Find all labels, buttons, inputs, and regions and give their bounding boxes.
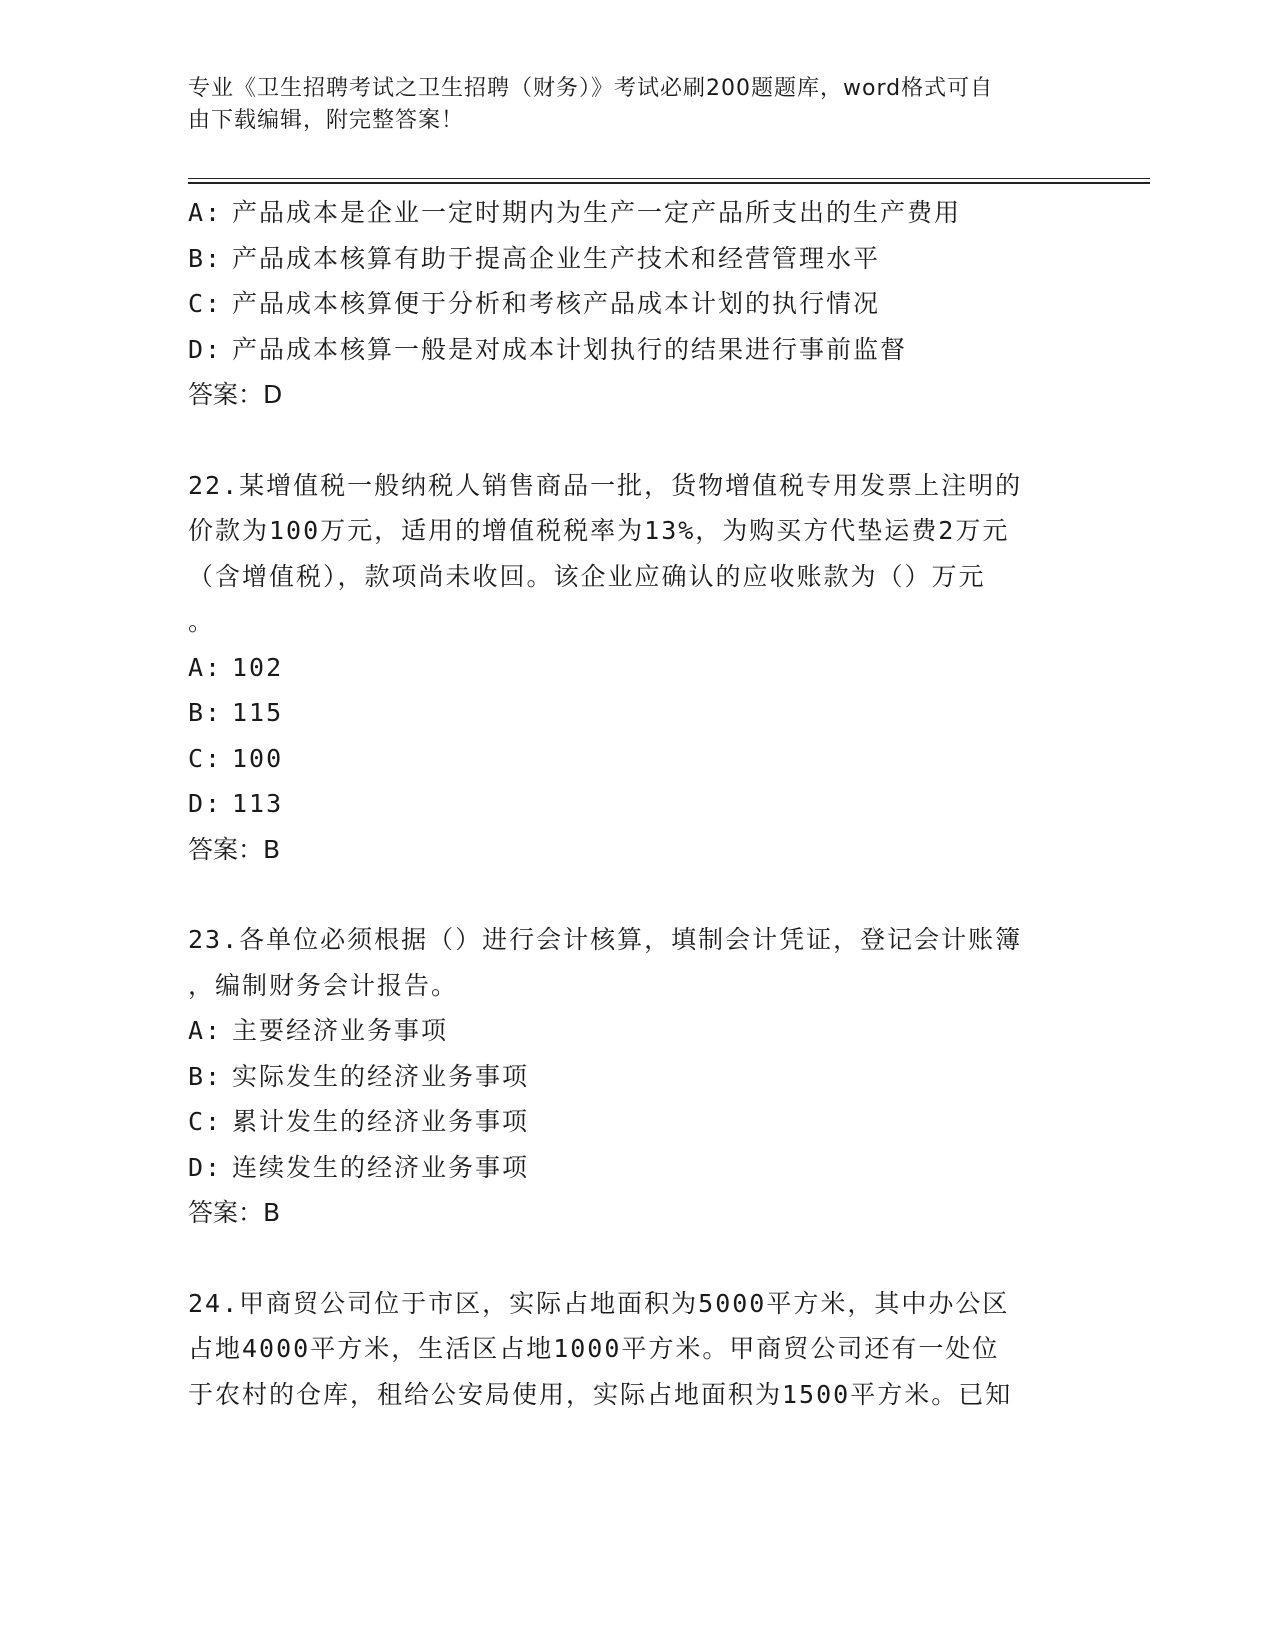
option-b (188, 690, 1088, 736)
question-content (188, 190, 1088, 1417)
question-24-block (188, 1281, 1088, 1418)
option-b (188, 236, 1088, 282)
option-key: C: (188, 289, 223, 318)
option-text: 102 (232, 652, 284, 682)
option-key: A: (188, 198, 223, 227)
option-text: 主要经济业务事项 (232, 1016, 449, 1045)
question-stem-line: 24.甲商贸公司位于市区，实际占地面积为5000平方米，其中办公区 (188, 1288, 1010, 1318)
question-stem-line: 占地4000平方米，生活区占地1000平方米。甲商贸公司还有一处位 (188, 1334, 1000, 1363)
option-a (188, 645, 1088, 691)
option-key: A: (188, 652, 223, 682)
option-key: A: (188, 1016, 223, 1045)
option-c (188, 1099, 1088, 1145)
option-d (188, 1145, 1088, 1191)
question-stem-line: 价款为100万元，适用的增值税税率为13%，为购买方代垫运费2万元 (188, 516, 1010, 545)
question-22-block (188, 463, 1088, 873)
question-stem-line: 于农村的仓库，租给公安局使用，实际占地面积为1500平方米。已知 (188, 1379, 1013, 1409)
option-text: 100 (232, 743, 284, 773)
option-d (188, 327, 1088, 373)
option-key: B: (188, 1061, 223, 1091)
option-b (188, 1054, 1088, 1100)
option-text: 115 (232, 698, 284, 727)
question-stem-line: ，编制财务会计报告。 (188, 970, 459, 1000)
option-text: 产品成本核算有助于提高企业生产技术和经营管理水平 (232, 243, 881, 273)
option-text: 产品成本核算便于分析和考核产品成本计划的执行情况 (232, 289, 881, 318)
header-divider-thick (188, 182, 1150, 184)
option-c (188, 736, 1088, 782)
answer-line: 答案：B (188, 1198, 281, 1227)
question-21-block (188, 190, 1088, 418)
option-text: 累计发生的经济业务事项 (232, 1107, 530, 1136)
answer-line: 答案：D (188, 380, 283, 409)
option-key: D: (188, 334, 223, 364)
option-key: D: (188, 1152, 223, 1182)
option-key: C: (188, 743, 223, 773)
question-stem-line: 。 (188, 607, 216, 636)
option-text: 实际发生的经济业务事项 (232, 1061, 530, 1091)
option-text: 产品成本是企业一定时期内为生产一定产品所支出的生产费用 (232, 198, 962, 227)
question-stem-line: 22.某增值税一般纳税人销售商品一批，货物增值税专用发票上注明的 (188, 470, 1023, 500)
header-line-1: 专业《卫生招聘考试之卫生招聘（财务）》考试必刷200题题库，word格式可自 (188, 76, 994, 101)
option-key: D: (188, 789, 223, 818)
header-divider-thin (188, 178, 1150, 179)
option-text: 产品成本核算一般是对成本计划执行的结果进行事前监督 (232, 334, 908, 364)
option-key: B: (188, 698, 223, 727)
option-d (188, 781, 1088, 827)
option-key: C: (188, 1107, 223, 1136)
question-23-block (188, 917, 1088, 1236)
option-c (188, 281, 1088, 327)
option-a (188, 190, 1088, 236)
header-line-2: 由下载编辑，附完整答案！ (188, 108, 465, 133)
option-key: B: (188, 243, 223, 273)
option-text: 113 (232, 789, 284, 818)
question-stem-line: 23.各单位必须根据（）进行会计核算，填制会计凭证，登记会计账簿 (188, 925, 1023, 954)
answer-line: 答案：B (188, 834, 281, 864)
option-text: 连续发生的经济业务事项 (232, 1152, 530, 1182)
option-a (188, 1008, 1088, 1054)
question-stem-line: （含增值税），款项尚未收回。该企业应确认的应收账款为（）万元 (188, 561, 986, 591)
document-header (188, 73, 1068, 137)
